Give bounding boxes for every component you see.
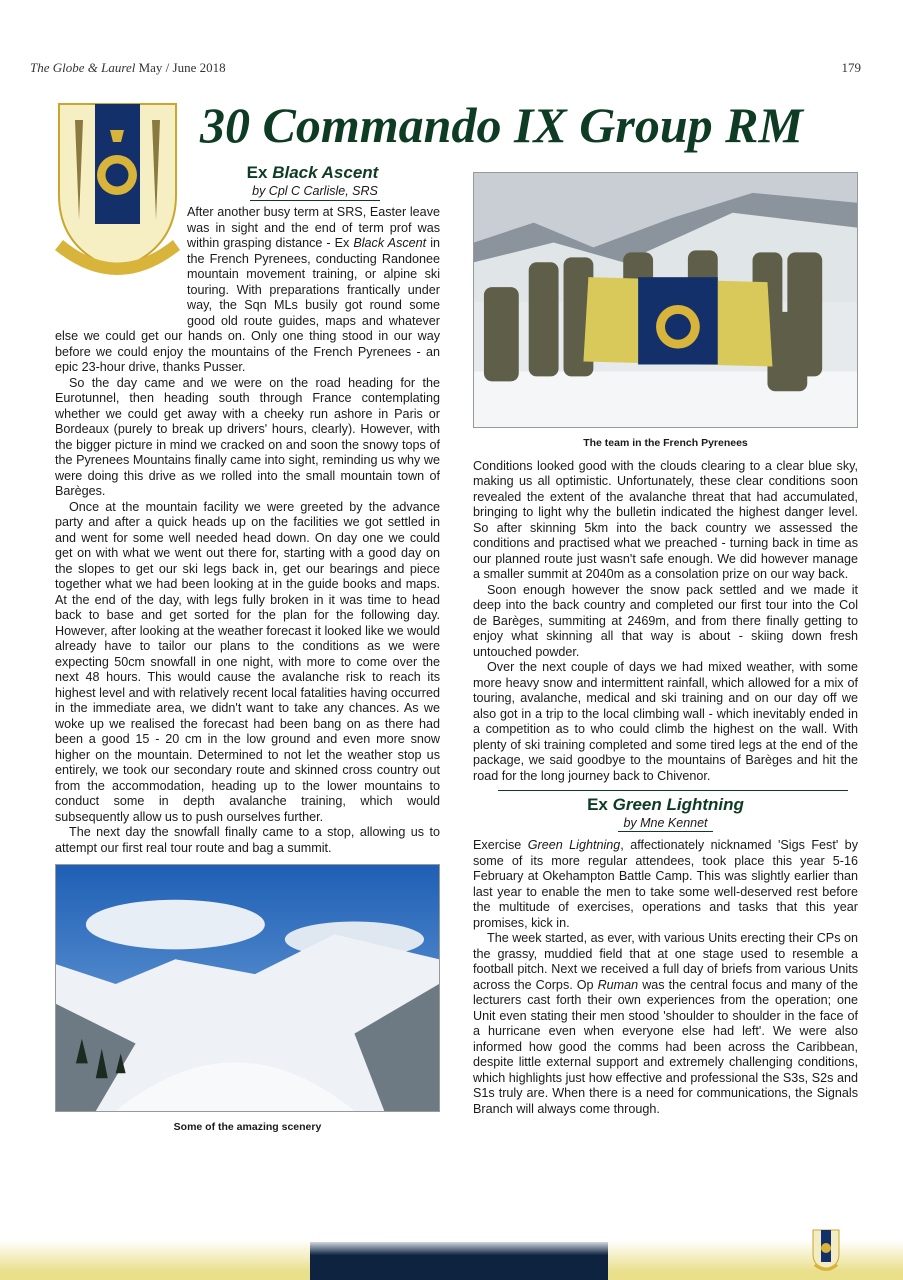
photo-caption: The team in the French Pyrenees	[583, 437, 748, 449]
paragraph: So the day came and we were on the road heading for the Eurotunnel, then heading south through France contemplating whether we could get away with a cheeky run ashore in Paris or Bordeaux (purely to break up drivers' hours, clearly). However, with the bigger picture in mind we cracked on and soon the snowy tops of the Pyrenees Mountains finally came into sight, reminding us why we were doing this drive as we rolled into the small mountain town of Barèges.	[55, 375, 440, 498]
small-crest-icon	[810, 1228, 842, 1274]
running-header	[30, 60, 226, 76]
paragraph: Exercise Green Lightning, affectionately nicknamed 'Sigs Fest' by some of its more regular attendees, took place this year 5-16 February at Okehampton Battle Camp. This was slightly earlier than last year to enable the men to take some well-deserved rest before the multitude of exercises, operations and tasks that this year promises, kick in.	[473, 838, 858, 930]
team-photo	[473, 172, 858, 428]
article-byline: by Mne Kennet	[618, 815, 713, 832]
publication-name: The Globe & Laurel	[30, 60, 136, 75]
paragraph: Conditions looked good with the clouds clearing to a clear blue sky, making us all optimistic. Unfortunately, these clear conditions soon revealed the extent of the avalanche threat that had accumulated, bringing to light why the bulletin indicated the highest danger level. So after skinning 5km into the back country we assessed the conditions and practised what we preached - turning back in time as our planned route just wasn't safe enough. We did however manage a smaller summit at 2040m as a consolation prize on our way back.	[473, 458, 858, 581]
right-column	[473, 172, 858, 1117]
crest-float-space	[55, 205, 183, 327]
article-byline: by Cpl C Carlisle, SRS	[250, 183, 380, 201]
left-column	[55, 163, 440, 1143]
paragraph: After another busy term at SRS, Easter leave was in sight and the end of term prof was within grasping distance - Ex Black Ascent in the French Pyrenees, conducting Randonee mountain movement training, or alpine ski touring. With preparations frantically under way, the Sqn MLs busily got round some good old route guides, maps and whatever else we could get our hands on. Only one thing stood in our way before we could enjoy the mountains of the French Pyrenees - an epic 23-hour drive, thanks Pusser.	[55, 205, 440, 374]
paragraph: Over the next couple of days we had mixed weather, with some more heavy snow and intermittent rainfall, which allowed for a mix of touring, avalanche, medical and ski training and on our day off we also got in a trip to the local climbing wall - which inevitably ended in a competition as to who could climb the highest on the wall. With plenty of ski training completed and some tired legs at the end of the package, we said goodbye to the mountains of Barèges and hit the road for the long journey back to Chivenor.	[473, 660, 858, 783]
page-title: 30 Commando IX Group RM	[200, 97, 803, 153]
mountain-scenery-photo	[55, 864, 440, 1112]
article-heading: Ex Green Lightning	[587, 795, 744, 814]
paragraph: The next day the snowfall finally came to a stop, allowing us to attempt our first real tour route and bag a summit.	[55, 825, 440, 855]
photo-caption: Some of the amazing scenery	[173, 1121, 322, 1133]
paragraph: Once at the mountain facility we were greeted by the advance party and after a quick heads up on the facilities we got settled in and went for some well needed head down. On day one we could get on with what we went out there for, starting with a good day on the slopes to get our ski legs back in, get our bearings and piece together what we had been looking at in the guide books and maps. At the end of the day, with legs fully broken in it was time to head back to base and get sorted for the plan for the following day. However, after looking at the weather forecast it looked like we would already have to tailor our plans to the conditions as we were expecting 50cm snowfall in one night, with more to come over the next 48 hours. This would cause the avalanche risk to reach its highest level and with relatively recent local fatalities having occurred in the immediate area, we didn't want to take any chances. As we woke up we realised the forecast had been bang on as there had been a good 15 - 20 cm in the low ground and even more snow higher on the mountain. Determined to not let the weather stop us entirely, we took our secondary route and skinned cross country out from the accommodation, heading up to the lower mountains to conduct some in depth avalanche training, which would subsequently allow us to push ourselves further.	[55, 499, 441, 824]
paragraph: Soon enough however the snow pack settled and we made it deep into the back country and completed our first tour into the Col de Barèges, summiting at 2469m, and from there finally getting to enjoy what skinning all that way is about - skiing down fresh untouched powder.	[473, 582, 858, 659]
article-heading: Ex Black Ascent	[246, 163, 379, 182]
footer-navy-block	[310, 1242, 608, 1280]
issue-date: May / June 2018	[138, 60, 226, 75]
paragraph: The week started, as ever, with various Units erecting their CPs on the grassy, muddied field that at one stage used to resemble a football pitch. Next we received a full day of briefs from various Units across the Corps. Op Ruman was the central focus and many of the lecturers cast forth their own experiences from the operation; one Unit even stating their men stood 'shoulder to shoulder in the face of a hurricane even when everyone else had left'. We were also informed how good the comms had been across the Caribbean, despite little external support and extremely challenging conditions, which highlights just how effective and professional the S3s, S2s and S1s truly are. When there is a need for communications, the Signals Branch will always come through.	[473, 931, 858, 1116]
section-divider	[498, 790, 848, 791]
page-number: 179	[841, 60, 861, 75]
